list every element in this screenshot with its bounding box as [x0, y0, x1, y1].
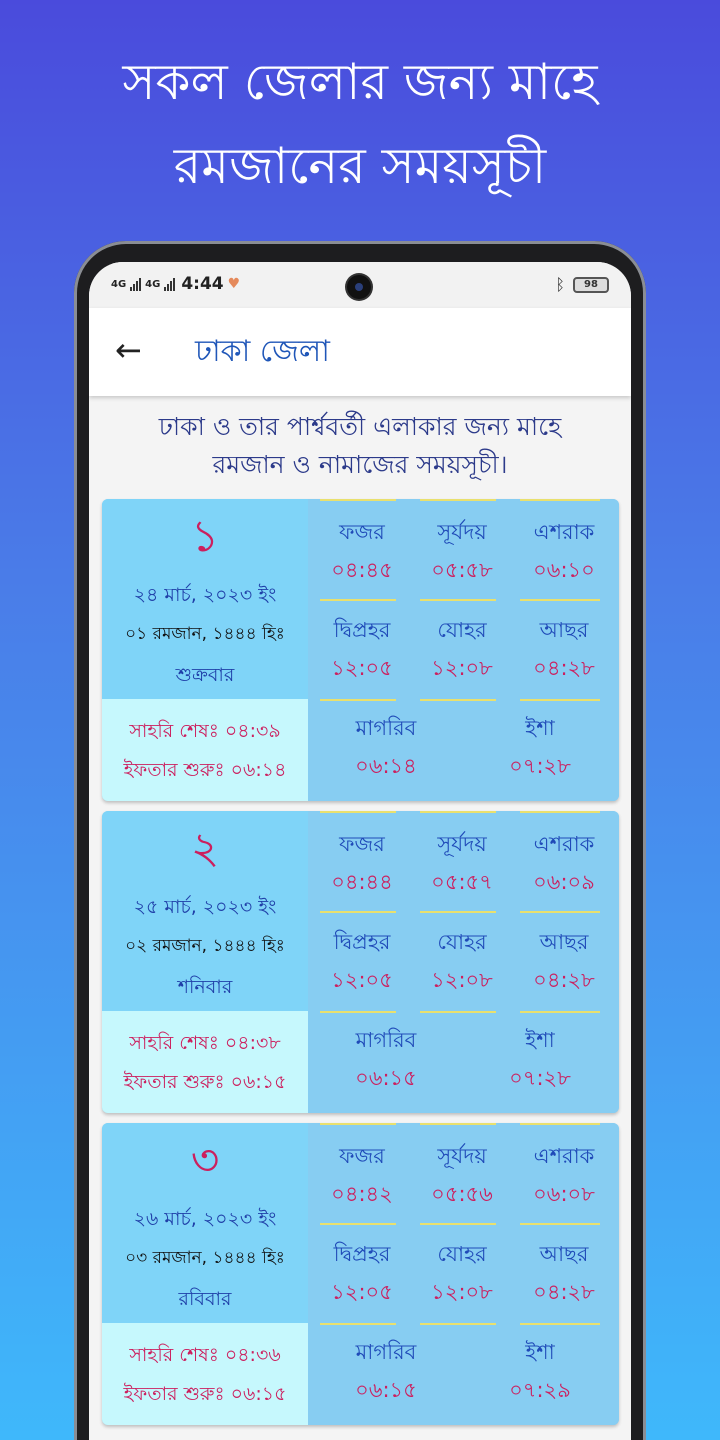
prayer-time: ০৪:২৮ [533, 1280, 595, 1304]
prayer-time: ০৭:২৮ [509, 1066, 571, 1090]
prayer-time: ০৭:২৮ [509, 754, 571, 778]
day-card[interactable] [102, 1123, 619, 1425]
prayer-label: যোহর [437, 930, 487, 954]
day-number: ২ [190, 823, 220, 874]
prayer-asr [514, 927, 614, 995]
divider [320, 1011, 396, 1013]
promo-line-1: সকল জেলার জন্য মাহে [122, 53, 598, 111]
divider [520, 1011, 600, 1013]
prayer-fajr [312, 829, 412, 897]
divider [520, 699, 600, 701]
prayer-asr [514, 615, 614, 683]
iftar-start-time: ইফতার শুরুঃ ০৬:১৪ [123, 759, 287, 781]
divider [420, 811, 496, 813]
prayer-time: ০৬:১৫ [355, 1066, 417, 1090]
prayer-label: মাগরিব [355, 716, 417, 740]
sehri-end-time: সাহরি শেষঃ ০৪:৩৮ [129, 1032, 281, 1054]
prayer-label: ইশা [525, 1340, 555, 1364]
divider [520, 911, 600, 913]
prayer-label: ফজর [339, 520, 385, 544]
prayer-time: ০৬:১৪ [355, 754, 417, 778]
divider [320, 811, 396, 813]
prayer-label: সূর্যদয় [437, 520, 487, 544]
intro-line-1: ঢাকা ও তার পার্শ্ববর্তী এলাকার জন্য মাহে [158, 412, 562, 441]
day-info [102, 1123, 308, 1323]
status-left [111, 274, 240, 294]
prayer-isha [490, 1025, 590, 1093]
sehri-iftar-box [102, 1323, 308, 1425]
prayer-times [308, 499, 619, 801]
signal-icon [164, 278, 175, 291]
prayer-label: মাগরিব [355, 1340, 417, 1364]
prayer-times [308, 1123, 619, 1425]
prayer-time: ০৭:২৯ [509, 1378, 571, 1402]
prayer-label: ইশা [525, 716, 555, 740]
day-info [102, 811, 308, 1011]
hijri-date: ০১ রমজান, ১৪৪৪ হিঃ [125, 624, 285, 644]
weekday: শনিবার [177, 976, 233, 998]
divider [320, 1123, 396, 1125]
prayer-fajr [312, 517, 412, 585]
gregorian-date: ২৪ মার্চ, ২০২৩ ইং [133, 584, 277, 606]
divider [420, 1011, 496, 1013]
status-bar [89, 262, 631, 308]
divider [420, 1223, 496, 1225]
prayer-time: ০৪:৪৪ [331, 870, 393, 894]
prayer-label: আছর [539, 930, 589, 954]
prayer-label: যোহর [437, 618, 487, 642]
promo-headline [0, 40, 720, 208]
prayer-sunrise [412, 829, 512, 897]
prayer-label: ফজর [339, 1144, 385, 1168]
divider [420, 499, 496, 501]
prayer-time: ০৬:১০ [533, 558, 595, 582]
prayer-ishraq [514, 829, 614, 897]
prayer-maghrib [336, 1025, 436, 1093]
divider [520, 499, 600, 501]
arrow-left-icon[interactable]: ← [115, 331, 142, 369]
prayer-time: ০৫:৫৬ [431, 1182, 493, 1206]
heart-icon: ♥ [227, 276, 241, 292]
prayer-time: ০৫:৫৭ [431, 870, 493, 894]
day-number: ১ [190, 511, 220, 562]
phone-screen [89, 262, 631, 1440]
prayer-time: ০৪:৪৫ [331, 558, 393, 582]
prayer-time: ০৪:২৮ [533, 656, 595, 680]
prayer-asr [514, 1239, 614, 1307]
prayer-label: সূর্যদয় [437, 1144, 487, 1168]
prayer-time: ০৪:২৮ [533, 968, 595, 992]
sehri-end-time: সাহরি শেষঃ ০৪:৩৬ [129, 1344, 281, 1366]
prayer-ishraq [514, 1141, 614, 1209]
prayer-label: আছর [539, 1242, 589, 1266]
divider [320, 911, 396, 913]
prayer-label: আছর [539, 618, 589, 642]
divider [420, 599, 496, 601]
divider [320, 699, 396, 701]
prayer-isha [490, 1337, 590, 1405]
weekday: শুক্রবার [175, 664, 235, 686]
prayer-label: যোহর [437, 1242, 487, 1266]
prayer-label: সূর্যদয় [437, 832, 487, 856]
divider [320, 1223, 396, 1225]
day-info [102, 499, 308, 699]
divider [320, 599, 396, 601]
iftar-start-time: ইফতার শুরুঃ ০৬:১৫ [123, 1383, 287, 1405]
divider [420, 1123, 496, 1125]
prayer-label: মাগরিব [355, 1028, 417, 1052]
prayer-time: ১২:০৮ [431, 968, 493, 992]
divider [420, 699, 496, 701]
divider [520, 1123, 600, 1125]
prayer-time: ০৬:১৫ [355, 1378, 417, 1402]
iftar-start-time: ইফতার শুরুঃ ০৬:১৫ [123, 1071, 287, 1093]
prayer-label: এশরাক [533, 1144, 595, 1168]
bluetooth-icon: ᛒ [555, 275, 565, 294]
gregorian-date: ২৫ মার্চ, ২০২৩ ইং [133, 896, 277, 918]
prayer-fajr [312, 1141, 412, 1209]
sehri-iftar-box [102, 699, 308, 801]
prayer-time: ১২:০৫ [331, 1280, 393, 1304]
prayer-time: ০৬:০৯ [533, 870, 595, 894]
battery-icon: 98 [573, 277, 609, 293]
prayer-label: এশরাক [533, 832, 595, 856]
prayer-time: ১২:০৮ [431, 656, 493, 680]
weekday: রবিবার [178, 1288, 232, 1310]
prayer-zuhr [412, 1239, 512, 1307]
intro-line-2: রমজান ও নামাজের সময়সূচী। [212, 450, 508, 479]
divider [320, 1323, 396, 1325]
prayer-zuhr [412, 615, 512, 683]
divider [420, 1323, 496, 1325]
prayer-label: দ্বিপ্রহর [333, 1242, 391, 1266]
prayer-label: এশরাক [533, 520, 595, 544]
promo-line-2: রমজানের সময়সূচী [173, 137, 547, 195]
divider [520, 1323, 600, 1325]
prayer-midday [312, 927, 412, 995]
divider [520, 599, 600, 601]
prayer-midday [312, 1239, 412, 1307]
day-number: ৩ [190, 1135, 220, 1186]
prayer-time: ০৫:৫৮ [431, 558, 493, 582]
prayer-isha [490, 713, 590, 781]
divider [320, 499, 396, 501]
app-bar [89, 308, 631, 396]
prayer-label: ইশা [525, 1028, 555, 1052]
status-time: 4:44 [181, 274, 224, 294]
divider [520, 811, 600, 813]
divider [420, 911, 496, 913]
prayer-label: ফজর [339, 832, 385, 856]
prayer-maghrib [336, 713, 436, 781]
prayer-time: ১২:০৫ [331, 968, 393, 992]
prayer-ishraq [514, 517, 614, 585]
prayer-zuhr [412, 927, 512, 995]
page-title: ঢাকা জেলা [195, 334, 330, 369]
day-card[interactable] [102, 499, 619, 801]
prayer-label: দ্বিপ্রহর [333, 930, 391, 954]
divider [520, 1223, 600, 1225]
day-card[interactable] [102, 811, 619, 1113]
prayer-midday [312, 615, 412, 683]
prayer-sunrise [412, 1141, 512, 1209]
prayer-time: ১২:০৫ [331, 656, 393, 680]
sehri-iftar-box [102, 1011, 308, 1113]
network-label-2: 4G [145, 278, 161, 290]
network-label-1: 4G [111, 278, 127, 290]
prayer-time: ১২:০৮ [431, 1280, 493, 1304]
intro-text [89, 408, 631, 484]
prayer-times [308, 811, 619, 1113]
prayer-time: ০৬:০৮ [533, 1182, 595, 1206]
sehri-end-time: সাহরি শেষঃ ০৪:৩৯ [129, 720, 281, 742]
prayer-label: দ্বিপ্রহর [333, 618, 391, 642]
camera-cutout [347, 275, 371, 299]
status-right [555, 275, 609, 294]
hijri-date: ০২ রমজান, ১৪৪৪ হিঃ [125, 936, 285, 956]
hijri-date: ০৩ রমজান, ১৪৪৪ হিঃ [125, 1248, 285, 1268]
prayer-sunrise [412, 517, 512, 585]
prayer-maghrib [336, 1337, 436, 1405]
prayer-time: ০৪:৪২ [331, 1182, 393, 1206]
signal-icon [130, 278, 141, 291]
gregorian-date: ২৬ মার্চ, ২০২৩ ইং [133, 1208, 277, 1230]
